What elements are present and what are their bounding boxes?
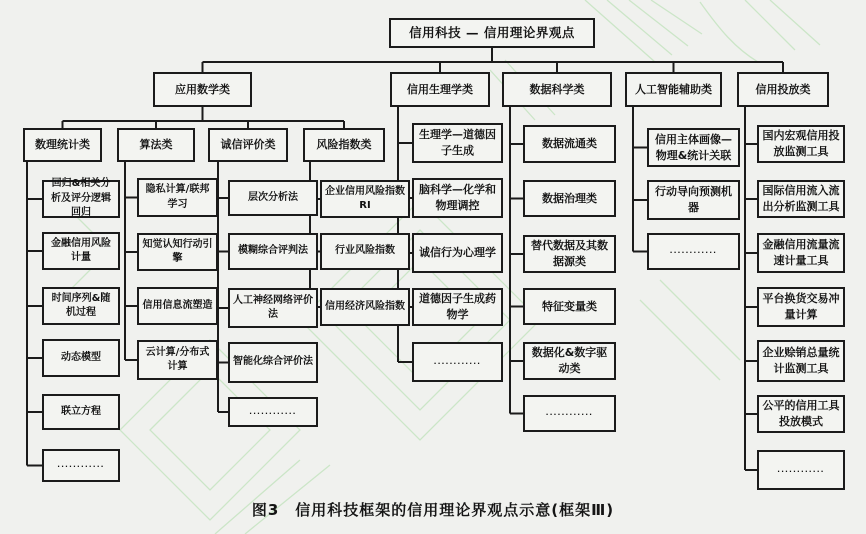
- node-stats-2: 金融信用风险计量: [42, 232, 120, 270]
- node-ai: 人工智能辅助类: [625, 72, 722, 107]
- node-datasci-6: ............: [523, 395, 616, 432]
- node-eval: 诚信评价类: [208, 128, 288, 162]
- node-stats-1: 回归&相关分析及评分逻辑回归: [42, 180, 120, 218]
- node-credit-3: 金融信用流量流速计量工具: [757, 233, 845, 273]
- node-stats-6: ............: [42, 449, 120, 482]
- node-credit-2: 国际信用流入流出分析监测工具: [757, 180, 845, 218]
- node-risk-3: 信用经济风险指数: [320, 288, 410, 326]
- node-math: 应用数学类: [153, 72, 252, 107]
- node-ai-3: ............: [647, 233, 740, 270]
- node-ai-1: 信用主体画像—物理&统计关联: [647, 128, 740, 167]
- node-physio-1: 生理学—道德因子生成: [412, 123, 503, 163]
- node-risk-2: 行业风险指数: [320, 233, 410, 270]
- node-stats-5: 联立方程: [42, 394, 120, 430]
- node-datasci-5: 数据化&数字驱动类: [523, 342, 616, 380]
- node-physio-5: ............: [412, 342, 503, 382]
- node-stats: 数理统计类: [23, 128, 102, 162]
- node-datasci-4: 特征变量类: [523, 288, 616, 325]
- node-eval-5: ............: [228, 397, 318, 427]
- node-credit-4: 平台换货交易冲量计算: [757, 287, 845, 327]
- node-algo-2: 知觉认知行动引擎: [137, 233, 218, 271]
- node-physio: 信用生理学类: [390, 72, 490, 107]
- node-credit-6: 公平的信用工具投放模式: [757, 395, 845, 433]
- node-physio-2: 脑科学—化学和物理调控: [412, 178, 503, 218]
- node-risk: 风险指数类: [303, 128, 385, 162]
- node-physio-4: 道德因子生成药物学: [412, 288, 503, 326]
- node-credit: 信用投放类: [737, 72, 829, 107]
- node-algo: 算法类: [117, 128, 195, 162]
- figure-caption: 图3 信用科技框架的信用理论界观点示意(框架Ⅲ): [251, 501, 615, 519]
- node-risk-1: 企业信用风险指数RI: [320, 180, 410, 218]
- node-eval-3: 人工神经网络评价法: [228, 288, 318, 328]
- node-credit-5: 企业赊销总量统计监测工具: [757, 340, 845, 382]
- node-stats-4: 动态模型: [42, 339, 120, 377]
- node-credit-7: ............: [757, 450, 845, 490]
- node-datasci-3: 替代数据及其数据源类: [523, 235, 616, 273]
- node-datasci-2: 数据治理类: [523, 180, 616, 217]
- node-stats-3: 时间序列&随机过程: [42, 287, 120, 325]
- node-physio-3: 诚信行为心理学: [412, 233, 503, 273]
- node-algo-3: 信用信息流塑造: [137, 287, 218, 325]
- node-eval-4: 智能化综合评价法: [228, 342, 318, 383]
- node-datasci-1: 数据流通类: [523, 125, 616, 163]
- node-eval-2: 模糊综合评判法: [228, 233, 318, 270]
- node-credit-1: 国内宏观信用投放监测工具: [757, 125, 845, 163]
- node-root: 信用科技 — 信用理论界观点: [389, 18, 595, 48]
- node-algo-1: 隐私计算/联邦学习: [137, 178, 218, 217]
- node-ai-2: 行动导向预测机器: [647, 180, 740, 220]
- node-eval-1: 层次分析法: [228, 180, 318, 216]
- node-datasci: 数据科学类: [502, 72, 612, 107]
- node-algo-4: 云计算/分布式计算: [137, 340, 218, 380]
